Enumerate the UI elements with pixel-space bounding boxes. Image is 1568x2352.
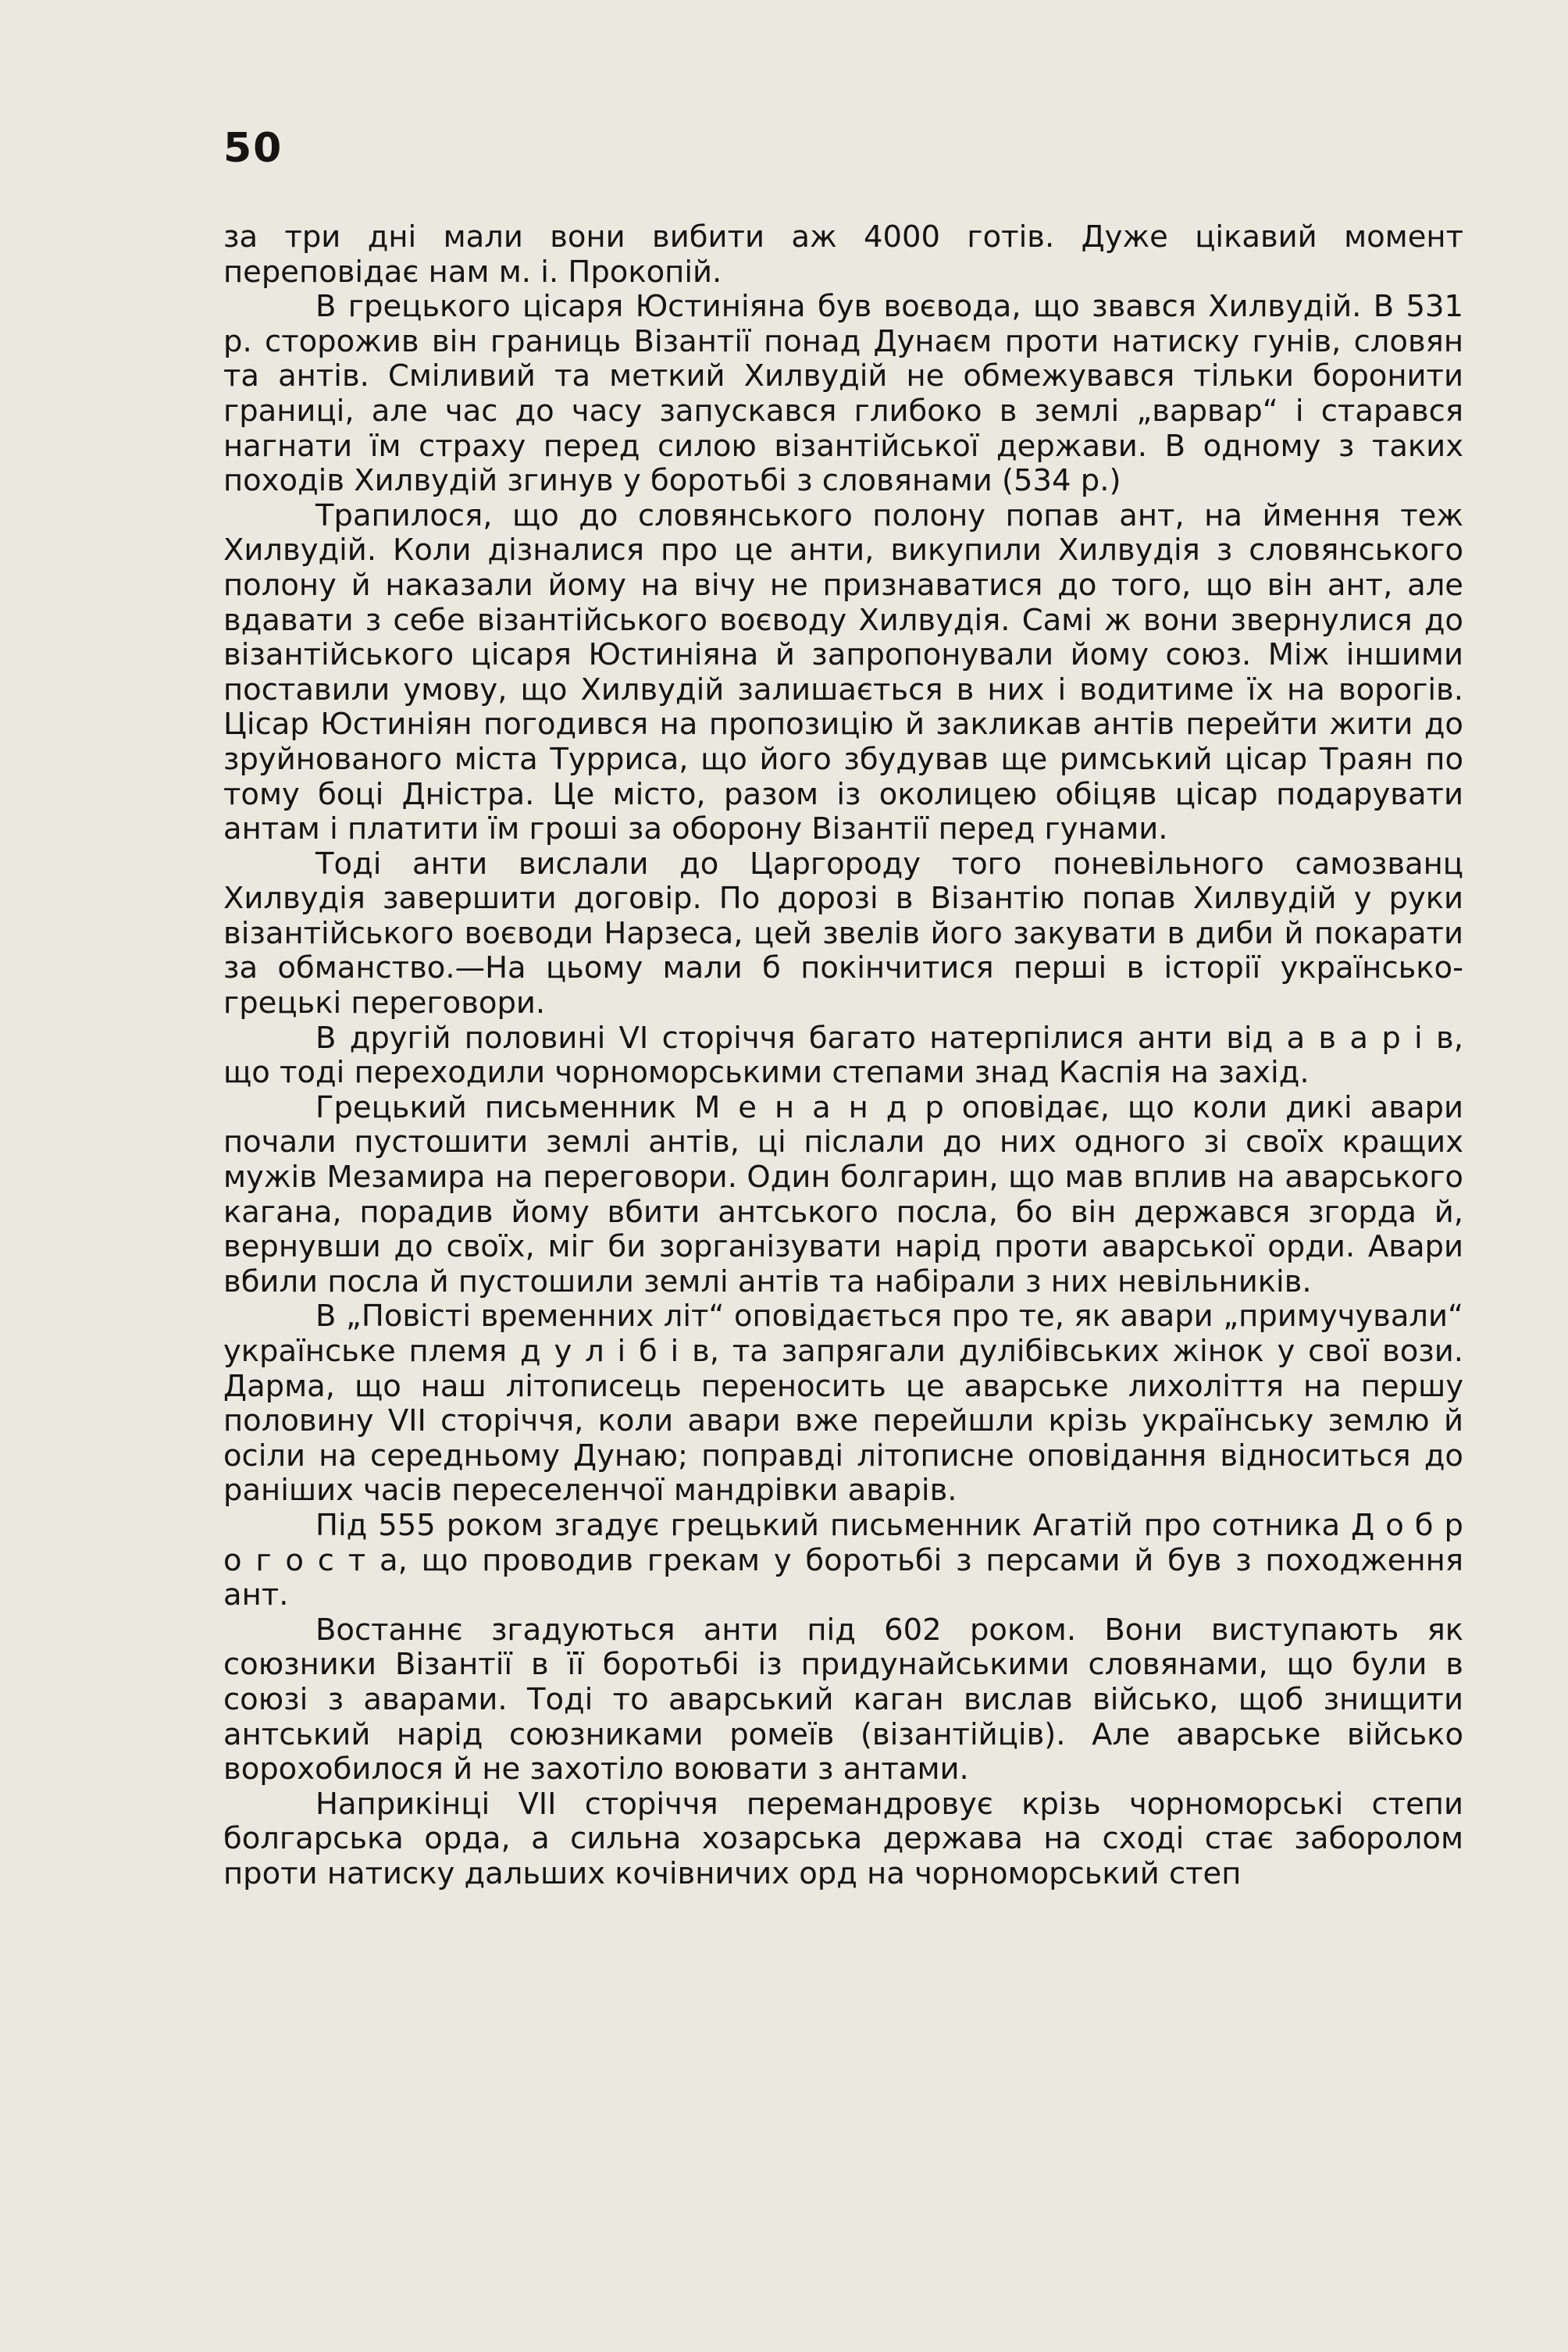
paragraph: за три дні мали вони вибити аж 4000 готів. Дуже цікавий момент переповідає нам м. і. Прокопій. bbox=[223, 219, 1463, 290]
paragraph: Грецький письменник М е н а н д р оповідає, що коли дикі авари почали пустошити землі антів, ці післали до них одного зі своїх кращих мужів Мезамира на переговори. Один болгарин, що мав вплив на аварського кагана, порадив йому вбити антського посла, бо він держався згорда й, вернувши до своїх, міг би зорганізувати нарід проти аварської орди. Авари вбили посла й пустошили землі антів та набірали з них невільників. bbox=[223, 1089, 1463, 1299]
paragraph: Трапилося, що до словянського полону попав ант, на ймення теж Хилвудій. Коли дізналися про це анти, викупили Хилвудія з словянського полону й наказали йому на вічу не признаватися до того, що він ант, але вдавати з себе візантійського воєводу Хилвудія. Самі ж вони звернулися до візантійського цісаря Юстиніяна й запропонували йому союз. Між іншими поставили умову, що Хилвудій залишається в них і водитиме їх на ворогів. Цісар Юстиніян погодився на пропозицію й закликав антів перейти жити до зруйнованого міста Турриса, що його збудував ще римський цісар Траян по тому боці Дністра. Це місто, разом із околицею обіцяв цісар подарувати антам і платити їм гроші за оборону Візантії перед гунами. bbox=[223, 497, 1463, 847]
page-number: 50 bbox=[223, 125, 283, 172]
paragraph: Під 555 роком згадує грецький письменник Агатій про сотника Д о б р о г о с т а, що проводив грекам у боротьбі з персами й був з походження ант. bbox=[223, 1507, 1463, 1613]
paragraph: Тоді анти вислали до Царгороду того поневільного самозванц Хилвудія завершити договір. По дорозі в Візантію попав Хилвудій у руки візантійського воєводи Нарзеса, цей звелів його закувати в диби й покарати за обманство.—На цьому мали б покінчитися перші в історії українсько-грецькі переговори. bbox=[223, 846, 1463, 1021]
body-text bbox=[223, 220, 1463, 1892]
paragraph: Наприкінці VII сторіччя перемандровує крізь чорноморські степи болгарська орда, а сильна хозарська держава на сході стає заборолом проти натиску дальших кочівничих орд на чорноморський степ bbox=[223, 1786, 1463, 1891]
paragraph: В грецького цісаря Юстиніяна був воєвода, що звався Хилвудій. В 531 р. сторожив він границь Візантії понад Дунаєм проти натиску гунів, словян та антів. Сміливий та меткий Хилвудій не обмежувався тільки боронити границі, але час до часу запускався глибоко в землі „варвар“ і старався нагнати їм страху перед силою візантійської держави. В одному з таких походів Хилвудій згинув у боротьбі з словянами (534 р.) bbox=[223, 289, 1463, 499]
paragraph: Востаннє згадуються анти під 602 роком. Вони виступають як союзники Візантії в її боротьбі із придунайськими словянами, що були в союзі з аварами. Тоді то аварський каган вислав військо, щоб знищити антський нарід союзниками ромеїв (візантійців). Але аварське військо ворохобилося й не захотіло воювати з антами. bbox=[223, 1612, 1463, 1787]
paragraph: В другій половині VI сторіччя багато натерпілися анти від а в а р і в, що тоді переходили чорноморськими степами знад Каспія на захід. bbox=[223, 1020, 1463, 1091]
paragraph: В „Повісті временних літ“ оповідається про те, як авари „примучували“ українське племя д у л і б і в, та запрягали дулібівських жінок у свої вози. Дарма, що наш літописець переносить це аварське лихоліття на першу половину VII сторіччя, коли авари вже перейшли крізь українську землю й осіли на середньому Дунаю; поправді літописне оповідання відноситься до раніших часів переселенчої мандрівки аварів. bbox=[223, 1299, 1463, 1509]
